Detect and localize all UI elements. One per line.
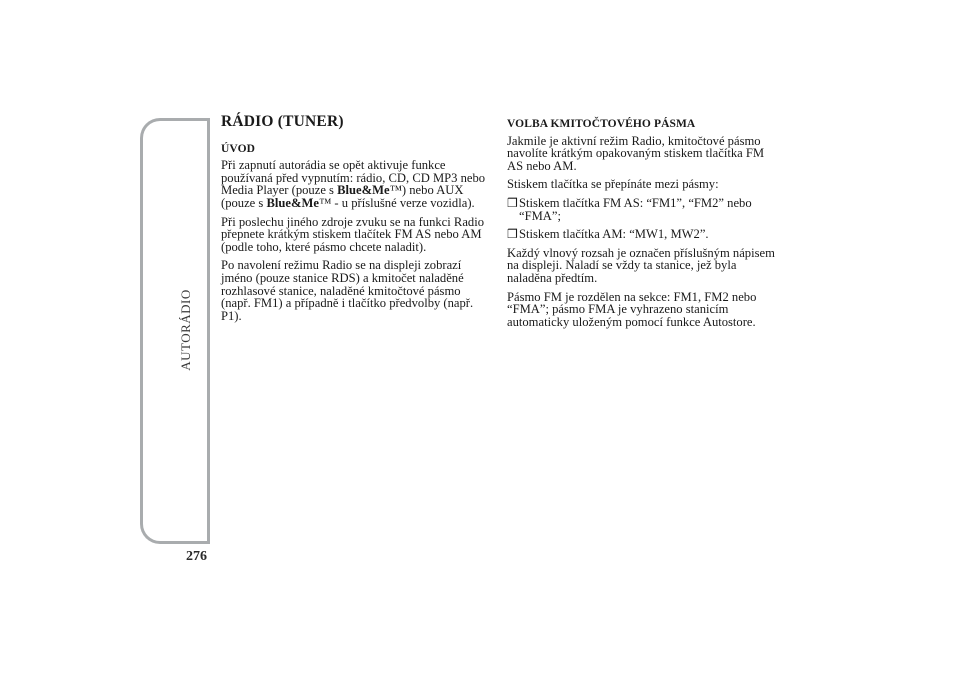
band-selection-heading: VOLBA KMITOČTOVÉHO PÁSMA <box>507 118 696 130</box>
paragraph: Při poslechu jiného zdroje zvuku se na funkci Radio přepnete krátkým stiskem tlačítek FM AS nebo AM (podle toho, které pásmo chcete naladit). <box>221 214 485 254</box>
paragraph: Pásmo FM je rozdělen na sekce: FM1, FM2 nebo “FMA”; pásmo FMA je vyhrazeno stanicím automaticky uloženým pomocí funkce Autostore. <box>507 289 757 329</box>
list-item: ❒ Stiskem tlačítka AM: “MW1, MW2”. <box>507 227 709 242</box>
checkbox-bullet-icon: ❒ <box>507 195 518 210</box>
section-title: RÁDIO (TUNER) <box>221 113 344 130</box>
right-column <box>507 118 782 334</box>
brand-name: Blue&Me <box>266 195 319 210</box>
intro-paragraph: Při zapnutí autorádia se opět aktivuje funkce používaná před vypnutím: rádio, CD, CD MP3 nebo Media Player (pouze s Blue&Me™) nebo AUX (pouze s Blue&Me™ - u příslušné verze vozidla). <box>221 158 486 210</box>
list-item: ❒ Stiskem tlačítka FM AS: “FM1”, “FM2” nebo “FMA”; <box>507 195 752 223</box>
intro-heading: ÚVOD <box>221 142 256 155</box>
page-frame-edge <box>207 118 210 544</box>
page-frame <box>140 118 210 544</box>
page-number: 276 <box>186 549 207 564</box>
paragraph: Jakmile je aktivní režim Radio, kmitočtové pásmo navolíte krátkým opakovaným stiskem tlačítka FM AS nebo AM. <box>507 133 765 173</box>
paragraph: Každý vlnový rozsah je označen příslušným nápisem na displeji. Naladí se vždy ta stanice, jež byla naladěna předtím. <box>507 245 775 285</box>
paragraph: Stiskem tlačítka se přepínáte mezi pásmy: <box>507 177 719 192</box>
checkbox-bullet-icon: ❒ <box>507 227 518 242</box>
brand-name: Blue&Me <box>337 183 390 198</box>
left-column <box>221 113 493 328</box>
paragraph: Po navolení režimu Radio se na displeji zobrazí jméno (pouze stanice RDS) a kmitočet naladěné rozhlasové stanice, naladěné kmitočtové pásmo (např. FM1) a případně i tlačítko předvolby (např. P1). <box>221 258 474 323</box>
section-tab-label: AUTORÁDIO <box>178 289 193 371</box>
